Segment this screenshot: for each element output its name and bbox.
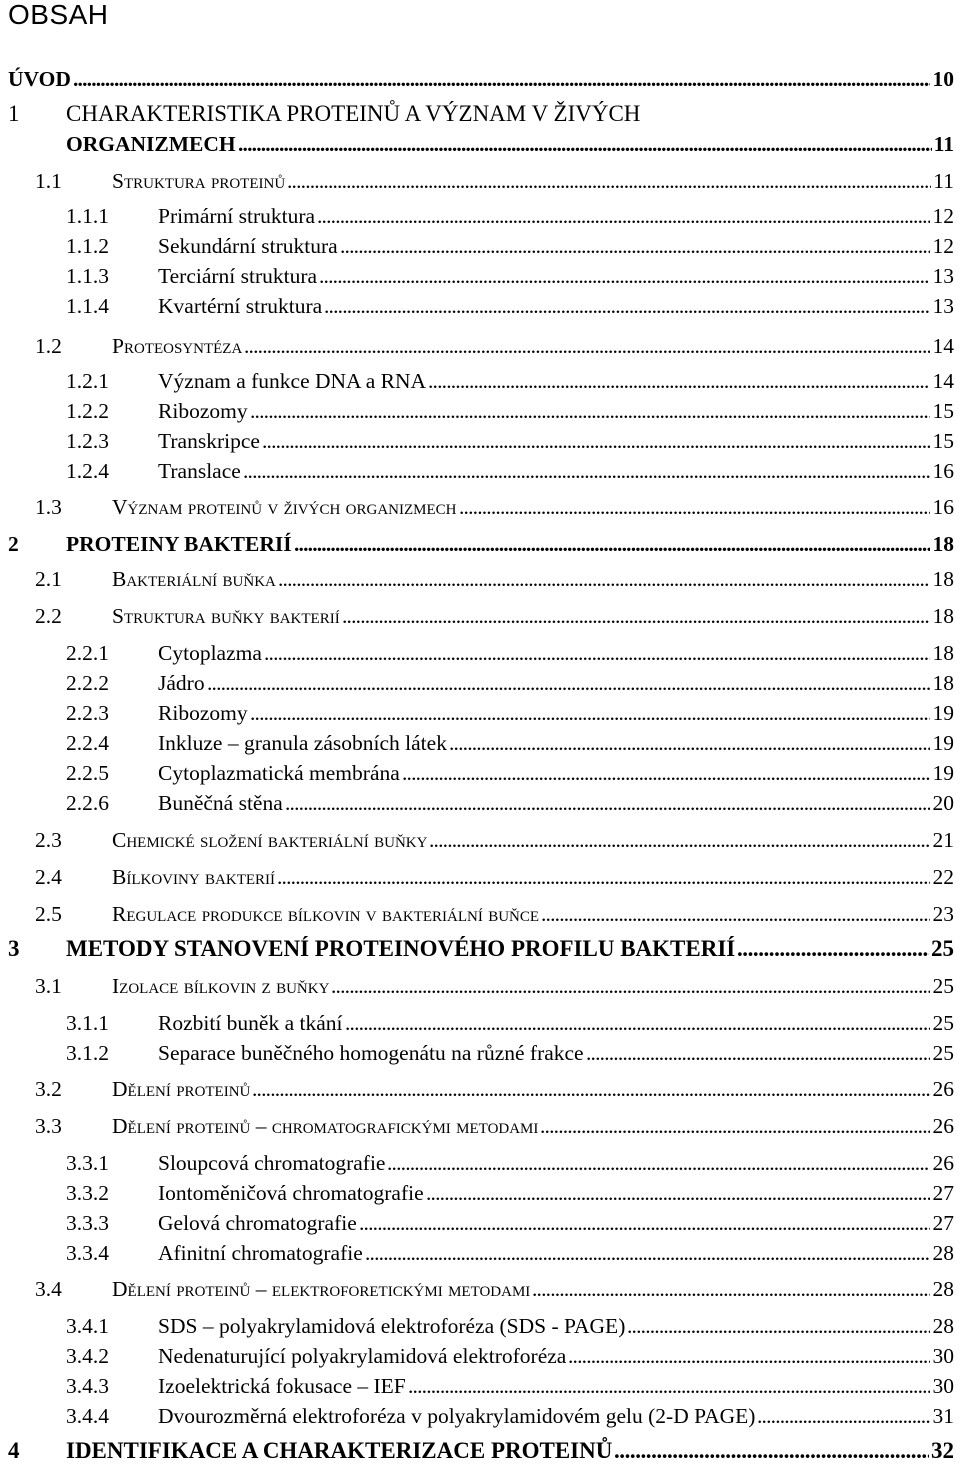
toc-entry-number: 3.4.4 <box>66 1404 109 1428</box>
toc-entry <box>0 973 960 999</box>
toc-dot-leader <box>449 730 930 756</box>
toc-entry-title: Význam a funkce DNA a RNA <box>158 369 427 393</box>
toc-entry-page: 25 <box>932 974 954 998</box>
toc-entry <box>0 790 960 816</box>
toc-dot-leader <box>252 1076 930 1102</box>
toc-entry-page: 27 <box>932 1181 954 1205</box>
toc-entry-title: METODY STANOVENÍ PROTEINOVÉHO PROFILU BAKTERIÍ <box>66 936 736 961</box>
toc-entry-title: Dělení proteinů – elektroforetickými metodami <box>112 1277 531 1301</box>
toc-entry-page: 15 <box>932 399 954 423</box>
toc-entry-page: 32 <box>931 1438 954 1463</box>
toc-dot-leader <box>429 827 930 853</box>
toc-entry <box>0 494 960 520</box>
toc-entry-number: 3.4 <box>35 1277 62 1301</box>
toc-entry-page: 19 <box>932 731 954 755</box>
toc-dot-leader <box>402 760 930 786</box>
toc-entry-page: 18 <box>932 567 954 591</box>
toc-entry <box>0 936 960 962</box>
toc-dot-leader <box>568 1343 930 1369</box>
toc-dot-leader <box>428 368 930 394</box>
toc-entry <box>0 1373 960 1399</box>
toc-entry-number: 2.2.6 <box>66 791 109 815</box>
toc-entry-page: 13 <box>932 264 954 288</box>
toc-entry <box>0 333 960 359</box>
toc-dot-leader <box>285 790 930 816</box>
toc-entry-number: 3.1.2 <box>66 1041 109 1065</box>
toc-dot-leader <box>287 168 931 194</box>
toc-entry-title: Proteosyntéza <box>112 334 243 358</box>
toc-entry-number: 1.2 <box>35 334 62 358</box>
toc-entry-number: 4 <box>8 1438 20 1463</box>
toc-entry-title: Iontoměničová chromatografie <box>158 1181 424 1205</box>
toc-entry-page: 18 <box>932 671 954 695</box>
toc-entry-number: 3.3.2 <box>66 1181 109 1205</box>
toc-dot-leader <box>317 203 930 229</box>
toc-entry-title: Dělení proteinů – chromatografickými metodami <box>112 1114 539 1138</box>
toc-entry-page: 18 <box>932 641 954 665</box>
toc-entry-title: Rozbití buněk a tkání <box>158 1011 343 1035</box>
toc-entry-page: 30 <box>932 1344 954 1368</box>
toc-dot-leader <box>540 1113 930 1139</box>
toc-entry-title: Bílkoviny bakterií <box>112 865 276 889</box>
toc-entry-page: 28 <box>932 1314 954 1338</box>
toc-entry-title: Afinitní chromatografie <box>158 1241 363 1265</box>
toc-entry <box>0 531 960 557</box>
toc-entry-number: 1.1.4 <box>66 294 109 318</box>
toc-entry <box>0 1276 960 1302</box>
toc-entry-page: 26 <box>932 1151 954 1175</box>
toc-entry-number: 2.5 <box>35 902 62 926</box>
toc-dot-leader <box>359 1210 930 1236</box>
toc-entry-title: Dělení proteinů <box>112 1077 251 1101</box>
toc-entry-title: Kvartérní struktura <box>158 294 323 318</box>
toc-entry <box>0 670 960 696</box>
toc-entry-number: 1.2.3 <box>66 429 109 453</box>
toc-entry-title: Sekundární struktura <box>158 234 338 258</box>
toc-dot-leader <box>627 1313 930 1339</box>
toc-entry-title: Primární struktura <box>158 204 316 228</box>
toc-entry-page: 22 <box>932 865 954 889</box>
toc-entry <box>0 1113 960 1139</box>
toc-entry <box>0 1040 960 1066</box>
toc-entry <box>0 1240 960 1266</box>
toc-entry-number: 2.2.2 <box>66 671 109 695</box>
toc-entry-title: ORGANIZMECH <box>66 132 236 156</box>
toc-entry-number: 2 <box>8 532 19 556</box>
toc-entry-title: Cytoplazma <box>158 641 262 665</box>
toc-entry <box>0 760 960 786</box>
toc-entry-page: 12 <box>932 204 954 228</box>
toc-entry <box>0 700 960 726</box>
toc-entry <box>0 1076 960 1102</box>
toc-entry-number: 2.2.4 <box>66 731 109 755</box>
toc-dot-leader <box>408 1373 930 1399</box>
toc-entry-number: 2.2.3 <box>66 701 109 725</box>
toc-entry-title: Gelová chromatografie <box>158 1211 357 1235</box>
toc-entry-number: 3.3 <box>35 1114 62 1138</box>
toc-entry-number: 3.3.3 <box>66 1211 109 1235</box>
toc-entry <box>0 827 960 853</box>
toc-entry-number: 1.2.1 <box>66 369 109 393</box>
toc-dot-leader <box>345 1010 930 1036</box>
toc-entry-title: Separace buněčného homogenátu na různé frakce <box>158 1041 584 1065</box>
toc-entry <box>0 263 960 289</box>
toc-entry-number: 3.2 <box>35 1077 62 1101</box>
page-title: OBSAH <box>8 0 109 30</box>
toc-entry-page: 30 <box>932 1374 954 1398</box>
toc-entry-page: 25 <box>931 936 954 961</box>
toc-entry-title: Translace <box>158 459 241 483</box>
toc-dot-leader <box>387 1150 930 1176</box>
toc-entry-number: 1.2.2 <box>66 399 109 423</box>
toc-entry-page: 20 <box>932 791 954 815</box>
toc-dot-leader <box>243 458 930 484</box>
toc-entry <box>0 1010 960 1036</box>
toc-entry-number: 2.2 <box>35 604 62 628</box>
toc-entry <box>0 428 960 454</box>
toc-dot-leader <box>459 494 930 520</box>
toc-entry-number: ÚVOD <box>8 67 71 91</box>
toc-dot-leader <box>207 670 930 696</box>
toc-dot-leader <box>278 566 930 592</box>
toc-dot-leader <box>532 1276 930 1302</box>
toc-entry-number: 2.2.5 <box>66 761 109 785</box>
toc-dot-leader <box>262 428 930 454</box>
toc-dot-leader <box>324 293 930 319</box>
toc-entry-page: 25 <box>932 1041 954 1065</box>
toc-entry-title: Chemické složení bakteriální buňky <box>112 828 428 852</box>
toc-entry-page: 11 <box>933 169 954 193</box>
toc-entry-title: PROTEINY BAKTERIÍ <box>66 532 292 556</box>
toc-dot-leader <box>342 603 930 629</box>
toc-entry-title: Struktura buňky bakterií <box>112 604 340 628</box>
toc-entry-page: 26 <box>932 1077 954 1101</box>
toc-entry-number: 2.4 <box>35 865 62 889</box>
toc-entry-title: Struktura proteinů <box>112 169 286 193</box>
toc-dot-leader <box>319 263 930 289</box>
toc-dot-leader <box>586 1040 930 1066</box>
toc-entry <box>0 1180 960 1206</box>
toc-entry-page: 11 <box>933 132 954 156</box>
toc-entry-title: Ribozomy <box>158 399 248 423</box>
toc-entry-number: 1.1.3 <box>66 264 109 288</box>
toc-entry <box>0 398 960 424</box>
toc-dot-leader <box>426 1180 930 1206</box>
toc-entry <box>0 1343 960 1369</box>
toc-entry-page: 27 <box>932 1211 954 1235</box>
toc-dot-leader <box>340 233 930 259</box>
toc-entry <box>0 66 960 92</box>
toc-dot-leader <box>250 700 930 726</box>
toc-entry-page: 19 <box>932 701 954 725</box>
toc-entry-page: 18 <box>932 604 954 628</box>
toc-entry <box>0 293 960 319</box>
toc-dot-leader <box>238 131 932 157</box>
toc-dot-leader <box>541 901 930 927</box>
toc-dot-leader <box>73 66 930 92</box>
toc-entry-number: 3.1.1 <box>66 1011 109 1035</box>
toc-entry <box>0 131 960 157</box>
toc-entry-number: 1 <box>8 101 20 126</box>
toc-dot-leader <box>614 1438 929 1464</box>
toc-entry <box>0 1313 960 1339</box>
toc-entry-number: 2.3 <box>35 828 62 852</box>
toc-entry-page: 14 <box>932 369 954 393</box>
toc-entry-number: 1.1.1 <box>66 204 109 228</box>
toc-entry-page: 28 <box>932 1277 954 1301</box>
toc-entry-number: 3.1 <box>35 974 62 998</box>
toc-entry-title: Regulace produkce bílkovin v bakteriální buňce <box>112 902 540 926</box>
toc-entry <box>0 640 960 666</box>
toc-entry-title: Inkluze – granula zásobních látek <box>158 731 447 755</box>
toc-entry <box>0 203 960 229</box>
toc-entry-title: Transkripce <box>158 429 260 453</box>
toc-dot-leader <box>244 333 930 359</box>
toc-entry-title: Izoelektrická fokusace – IEF <box>158 1374 406 1398</box>
toc-entry-title: Buněčná stěna <box>158 791 283 815</box>
toc-entry <box>0 1210 960 1236</box>
toc-entry-title: Jádro <box>158 671 205 695</box>
toc-entry-page: 26 <box>932 1114 954 1138</box>
toc-entry-number: 3.4.3 <box>66 1374 109 1398</box>
toc-entry-page: 14 <box>932 334 954 358</box>
toc-entry-page: 19 <box>932 761 954 785</box>
toc-entry-page: 25 <box>932 1011 954 1035</box>
toc-entry-number: 2.1 <box>35 567 62 591</box>
toc-entry-number: 1.2.4 <box>66 459 109 483</box>
toc-entry-title: Ribozomy <box>158 701 248 725</box>
toc-entry-page: 13 <box>932 294 954 318</box>
toc-dot-leader <box>250 398 930 424</box>
toc-entry-page: 31 <box>932 1404 954 1428</box>
toc-entry <box>0 368 960 394</box>
toc-entry-page: 28 <box>932 1241 954 1265</box>
toc-entry <box>0 901 960 927</box>
toc-entry <box>0 458 960 484</box>
toc-entry-number: 3.3.4 <box>66 1241 109 1265</box>
toc-entry-page: 18 <box>932 532 954 556</box>
toc-entry-title: IDENTIFIKACE A CHARAKTERIZACE PROTEINŮ <box>66 1438 613 1463</box>
toc-entry-title: Sloupcová chromatografie <box>158 1151 386 1175</box>
toc-entry-number: 3.4.1 <box>66 1314 109 1338</box>
toc-entry <box>0 1150 960 1176</box>
toc-entry-number: 2.2.1 <box>66 641 109 665</box>
toc-entry-number: 1.1.2 <box>66 234 109 258</box>
toc-entry <box>0 603 960 629</box>
toc-entry-title: Terciární struktura <box>158 264 318 288</box>
toc-entry-page: 12 <box>932 234 954 258</box>
toc-dot-leader <box>737 936 929 962</box>
toc-dot-leader <box>757 1403 930 1429</box>
toc-entry-page: 21 <box>932 828 954 852</box>
toc-entry-title: Dvourozměrná elektroforéza v polyakrylamidovém gelu (2-D PAGE) <box>158 1404 756 1428</box>
toc-entry-number: 3.4.2 <box>66 1344 109 1368</box>
toc-dot-leader <box>331 973 930 999</box>
toc-entry-number: 1.1 <box>35 169 62 193</box>
toc-entry <box>0 101 960 127</box>
toc-dot-leader <box>365 1240 930 1266</box>
toc-dot-leader <box>264 640 930 666</box>
toc-entry-title: Izolace bílkovin z buňky <box>112 974 330 998</box>
toc-entry-page: 23 <box>932 902 954 926</box>
toc-entry-page: 10 <box>932 67 954 91</box>
toc-entry <box>0 233 960 259</box>
toc-entry-number: 3.3.1 <box>66 1151 109 1175</box>
toc-entry <box>0 1438 960 1464</box>
toc-entry <box>0 168 960 194</box>
toc-entry-title: SDS – polyakrylamidová elektroforéza (SDS - PAGE) <box>158 1314 626 1338</box>
toc-dot-leader <box>294 531 930 557</box>
toc-entry-title: CHARAKTERISTIKA PROTEINŮ A VÝZNAM V ŽIVÝCH <box>66 101 641 126</box>
toc-entry-number: 1.3 <box>35 495 62 519</box>
toc-entry <box>0 864 960 890</box>
toc-entry <box>0 566 960 592</box>
toc-dot-leader <box>277 864 930 890</box>
toc-entry-title: Cytoplazmatická membrána <box>158 761 400 785</box>
toc-entry-page: 15 <box>932 429 954 453</box>
toc-entry-title: Nedenaturující polyakrylamidová elektroforéza <box>158 1344 567 1368</box>
toc-entry-title: Bakteriální buňka <box>112 567 276 591</box>
toc-entry-page: 16 <box>932 459 954 483</box>
toc-entry <box>0 1403 960 1429</box>
toc-entry-title: Význam proteinů v živých organizmech <box>112 495 457 519</box>
toc-entry-number: 3 <box>8 936 20 961</box>
toc-entry <box>0 730 960 756</box>
toc-entry-page: 16 <box>932 495 954 519</box>
